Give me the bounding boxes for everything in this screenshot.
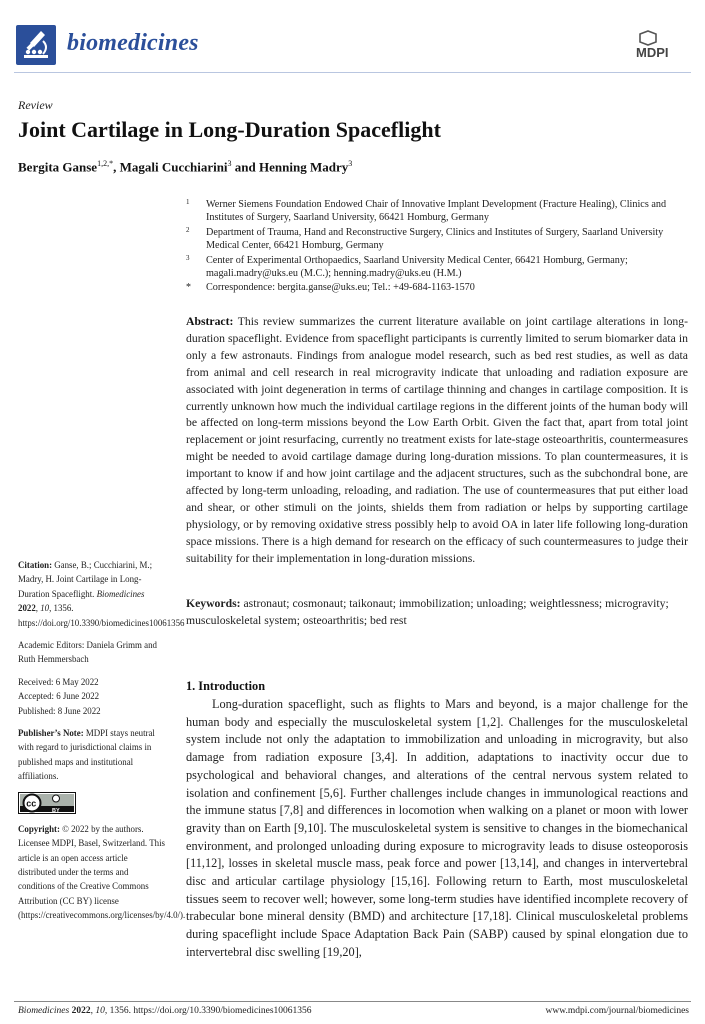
keywords-text: astronaut; cosmonaut; taikonaut; immobilization; unloading; weightlessness; microgravity; musculoskeletal system; osteoarthritis; bed rest (186, 597, 669, 627)
affiliation-number: 2 (186, 225, 190, 234)
author-separator: , (113, 159, 120, 175)
copyright (18, 822, 186, 923)
journal-name: biomedicines (67, 30, 199, 56)
date-published: Published: 8 June 2022 (18, 705, 101, 716)
copyright-text: © 2022 by the authors. Licensee MDPI, Basel, Switzerland. This article is an open access article distributed under the terms and conditions of the Creative Commons Attribution (CC BY) license (https://creativecommons.org/licenses/by/4.0/). (18, 823, 186, 921)
date-received: Received: 6 May 2022 (18, 676, 99, 687)
footer-year: 2022 (71, 1006, 91, 1016)
affiliation-text: Department of Trauma, Hand and Reconstructive Surgery, Clinics and Institutes of Surgery, Saarland University Medical Center, 66421 Homburg, Germany (206, 226, 664, 252)
author-name: Bergita Ganse (18, 159, 98, 175)
keywords (186, 596, 688, 629)
affiliation-item (186, 254, 686, 281)
footer-journal: Biomedicines (18, 1006, 70, 1016)
citation: Citation: Ganse, B.; Cucchiarini, M.; Madry, H. Joint Cartilage in Long-Duration Spaceflight. Biomedicines 2022, 10, 1356. https://doi.org/10.3390/biomedicines10061356 (18, 560, 185, 628)
affiliation-item (186, 226, 686, 253)
footer-volume: 10 (95, 1006, 105, 1016)
affiliation-text: Werner Siemens Foundation Endowed Chair of Innovative Implant Development (Fracture Healing), Clinics and Institutes of Surgery, Saarland University, 66421 Homburg, Germany (206, 199, 667, 224)
keywords-label: Keywords: (186, 597, 241, 610)
date-accepted: Accepted: 6 June 2022 (18, 691, 100, 702)
citation-label: Citation: (18, 560, 53, 570)
author-affiliation-sup: 3 (348, 159, 353, 168)
copyright-label: Copyright: (18, 823, 60, 834)
author-name: Magali Cucchiarini (119, 159, 228, 175)
cc-badge-text: BY (52, 807, 60, 814)
publication-dates (18, 675, 166, 718)
affiliation-item (186, 281, 686, 294)
affiliations (186, 198, 686, 296)
footer-citation: Biomedicines 2022, 10, 1356. https://doi.org/10.3390/biomedicines10061356 (18, 1006, 312, 1016)
mdpi-logo (632, 30, 692, 60)
affiliation-text: Center of Experimental Orthopaedics, Saarland University Medical Center, 66421 Homburg, Germany; magali.madry@uks.eu (M.C.); henning.madry@uks.eu (H.M.) (206, 254, 628, 280)
footer-journal-url[interactable]: www.mdpi.com/journal/biomedicines (545, 1006, 689, 1016)
abstract-label: Abstract: (186, 315, 234, 328)
microscope-icon (14, 23, 58, 67)
section-heading-introduction: 1. Introduction (186, 679, 266, 693)
academic-editors: Academic Editors: Daniela Grimm and Ruth Hemmersbach (18, 640, 157, 665)
article-sidebar (18, 558, 186, 931)
author-affiliation-sup: 3 (227, 159, 232, 168)
author-list (18, 159, 352, 175)
footer-divider (14, 1001, 691, 1002)
citation-year: 2022 (18, 603, 36, 614)
affiliation-number: * (186, 282, 191, 294)
affiliation-text: Correspondence: bergita.ganse@uks.eu; Tel.: +49-684-1163-1570 (206, 282, 475, 294)
mdpi-logo-text: MDPI (636, 45, 669, 60)
footer-doi[interactable]: , 1356. https://doi.org/10.3390/biomedicines10061356 (104, 1006, 312, 1016)
author-affiliation-sup: 1,2,* (97, 159, 114, 168)
publisher-note-label: Publisher’s Note: (18, 728, 84, 739)
author-name: Henning Madry (259, 159, 349, 175)
citation-text: Ganse, B.; Cucchiarini, M.; Madry, H. Joint Cartilage in Long-Duration Spaceflight. (18, 560, 153, 599)
cc-by-license-icon[interactable] (18, 792, 76, 814)
header-divider (14, 72, 691, 73)
introduction-text: Long-duration spaceflight, such as flights to Mars and beyond, is a major challenge for the human body and especially the musculoskeletal system [1,2]. Challenges for the musculoskeletal system include not only the adaptation to immobilization and unloading in microgravity, but also damage from radiation exposure [3,4]. In addition, adaptations to inactivity occur due to psychological and behavioral changes, and alterations of the central nervous system related to isolation and confinement [5,6]. Further challenges include changes in immunological reactions and the immune status [7,8] and differences in locomotion when walking on a planet or moon with lower gravity than on Earth [9,10]. The musculoskeletal system is sensitive to changes in the biomechanical environment, and prolonged unloading during exposure to microgravity leads to disuse osteoporosis [11,12], losses in skeletal muscle mass, peak force and power [13,14], and changes in intervertebral disc and articular cartilage physiology [15,16]. Following return to Earth, most musculoskeletal tissues seem to recover well; however, some long-term studies have identified incomplete recovery of trabecular bone mineral density (BMD) and architecture [17,18]. Clinical musculoskeletal problems during spaceflight include Space Adaptation Back Pain (SABP) caused by spinal elongation due to intervertebral disc swelling [19,20], (186, 697, 688, 959)
author-separator: and (231, 159, 260, 175)
affiliation-number: 3 (186, 253, 190, 262)
citation-doi[interactable]: , 1356. https://doi.org/10.3390/biomedicines10061356 (18, 603, 185, 628)
abstract-text: This review summarizes the current literature available on joint cartilage alterations in long-duration spaceflight. Evidence from spaceflight participants is currently limited to serum biomarker data in only a few astronauts. Findings from analogue model research, such as bed rest studies, as well as data from animal and cell research in real microgravity indicate that unloading and radiation exposure are associated with joint degeneration in terms of cartilage thinning and changes in cartilage composition. It is currently unknown how much the individual cartilage regions in the different joints of the human body will be affected on long-term missions beyond the Low Earth Orbit. Given the fact that, apart from total joint replacement or joint resurfacing, currently no treatment exists for late-stage osteoarthritis, countermeasures might be needed to avoid cartilage damage during long-duration missions. To plan countermeasures, it is important to know if and how joint cartilage and the adjacent structures, such as the subchondral bone, are affected by long-term unloading, reloading, and radiation. The use of countermeasures that put either load and shear, or other stimuli on the joints, shields them from radiation or helps by supporting cartilage physiology, or by removing oxidative stress possibly help to avoid OA in later life following long-duration space missions. There is a high demand for research on the efficacy of such countermeasures to judge their suitability for their implementation in long-duration missions. (186, 315, 688, 565)
abstract (186, 314, 688, 568)
article-title: Joint Cartilage in Long-Duration Spaceflight (18, 117, 441, 142)
publisher-note (18, 726, 166, 784)
svg-text:cc: cc (26, 798, 37, 809)
article-type: Review (18, 98, 53, 112)
publisher-note-text: MDPI stays neutral with regard to jurisdictional claims in published maps and institutional affiliations. (18, 728, 155, 782)
affiliation-number: 1 (186, 198, 190, 206)
affiliation-item (186, 198, 686, 225)
citation-volume: 10 (40, 603, 50, 614)
citation-journal: Biomedicines (96, 588, 145, 599)
